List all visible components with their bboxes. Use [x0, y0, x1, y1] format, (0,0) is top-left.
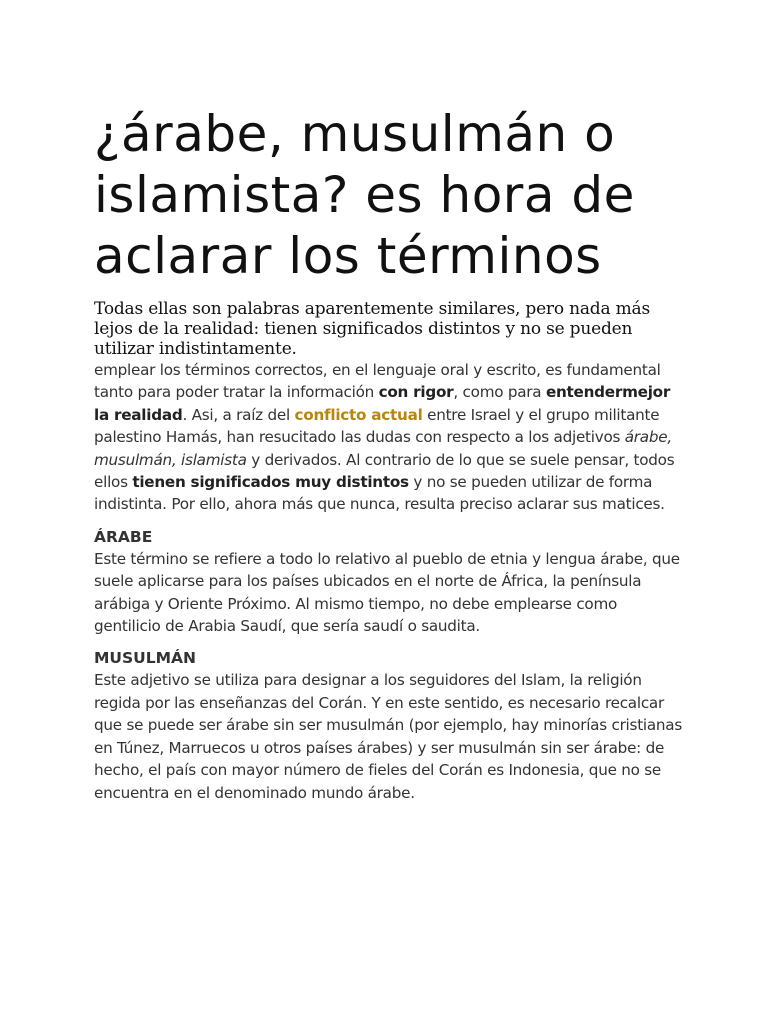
- section-heading-musulman: MUSULMÁN: [94, 649, 197, 668]
- intro-paragraph: [94, 359, 684, 516]
- intro-text-4: entre Israel y el grupo militante palestino Hamás, han resucitado las dudas con respecto a los adjetivos: [94, 405, 660, 447]
- intro-bold-realidad: entendermejor la realidad: [94, 383, 671, 424]
- intro-italic-terms: árabe, musulmán, islamista: [94, 428, 672, 469]
- section-text-musulman: Este adjetivo se utiliza para designar a los seguidores del Islam, la religión regida por las enseñanzas del Corán. Y en este sentido, es necesario recalcar que se puede ser árabe sin ser musulmán (por ejemplo, hay minorías cristianas en Túnez, Marruecos u otros países árabes) y ser musulmán sin ser árabe: de hecho, el país con mayor número de fieles del Corán es Indonesia, que no se encuentra en el denominado mundo árabe.: [94, 671, 683, 802]
- intro-text-5: y derivados. Al contrario de lo que se suele pensar, todos ellos: [94, 450, 675, 492]
- section-text-arabe: Este término se refiere a todo lo relativo al pueblo de etnia y lengua árabe, que suele aplicarse para los países ubicados en el norte de África, la península arábiga y Oriente Próximo. Al mismo tiempo, no debe emplearse como gentilicio de Arabia Saudí, que sería saudí o saudita.: [94, 549, 680, 636]
- intro-text-6: y no se pueden utilizar de forma indistinta. Por ello, ahora más que nunca, resulta preciso aclarar sus matices.: [94, 473, 665, 514]
- article-title: ¿árabe, musulmán o islamista? es hora de aclarar los términos: [94, 105, 635, 285]
- intro-bold-rigor: con rigor: [378, 383, 454, 402]
- section-heading-arabe: ÁRABE: [94, 527, 153, 546]
- intro-text-2: , como para: [453, 383, 546, 402]
- article-subtitle: Todas ellas son palabras aparentemente similares, pero nada más lejos de la realidad: tienen significados distintos y no se pueden utilizar indistintamente.: [94, 299, 650, 359]
- intro-text-3: . Asi, a raíz del: [182, 405, 295, 424]
- article: [94, 104, 684, 804]
- conflicto-actual-link[interactable]: conflicto actual: [294, 405, 423, 424]
- intro-text-1: emplear los términos correctos, en el lenguaje oral y escrito, es fundamental tanto para poder tratar la información: [94, 361, 661, 402]
- intro-bold-distintos: tienen significados muy distintos: [132, 473, 409, 492]
